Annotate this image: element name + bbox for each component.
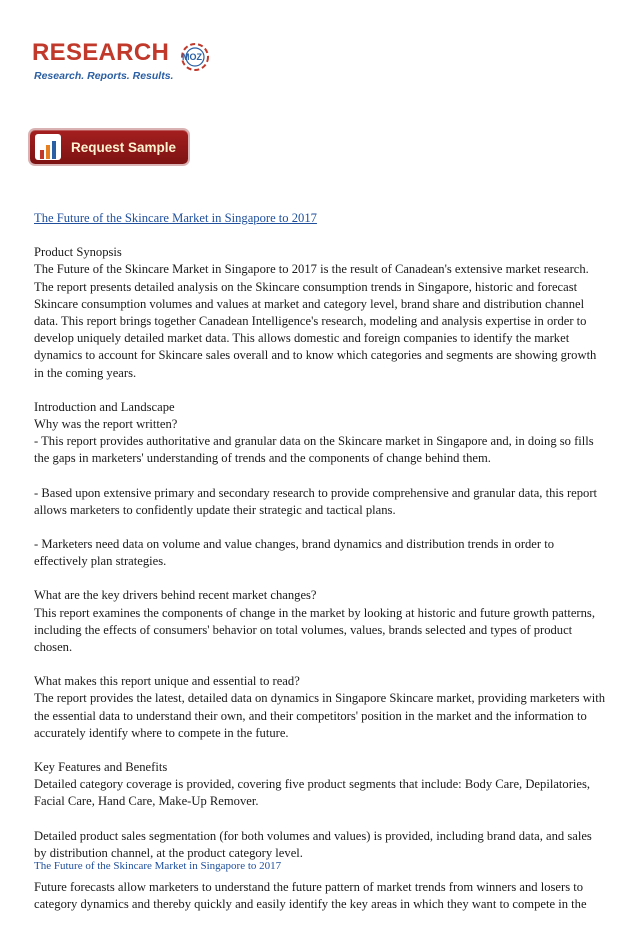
footer-title-link[interactable]: The Future of the Skincare Market in Singapore to 2017 [34,860,282,872]
paragraph-block [34,485,606,519]
paragraph-block [34,587,606,656]
logo-wordmark: RESEARCH [32,39,170,66]
paragraph-line: Introduction and Landscape [34,399,175,414]
paragraph-line: Detailed category coverage is provided, covering five product segments that include: Body Care, Depilatories, Facial Care, Hand Care, Make-Up Remover. [34,777,591,809]
paragraph-block [34,879,606,913]
logo-tagline: Research. Reports. Results. [34,70,174,82]
paragraph-line: - Marketers need data on volume and value changes, brand dynamics and distribution trends in order to effectively plan strategies. [34,537,555,569]
researchmoz-logo[interactable] [32,40,202,86]
paragraph-line: Detailed product sales segmentation (for both volumes and values) is provided, including brand data, and sales by distribution channel, at the product category level. [34,828,592,860]
paragraph-block [34,244,606,382]
paragraph-line: The Future of the Skincare Market in Singapore to 2017 is the result of Canadean's extensive market research. The report presents detailed analysis on the Skincare consumption trends in Singapore, historic and forecast Skincare consumption volumes and values at market and category level, brand share and distribution channel data. This report brings together Canadean Intelligence's research, modeling and analysis expertise in order to develop uniquely detailed market data. This allows domestic and foreign companies to identify the market dynamics to account for Skincare sales overall and to know which categories and segments are showing growth in the coming years. [34,262,597,380]
paragraph-line: Why was the report written? [34,417,178,432]
paragraph-line: Future forecasts allow marketers to understand the future pattern of market trends from winners and losers to category dynamics and thereby quickly and easily identify the key areas in which they want to compete in the [34,880,587,912]
report-title-link[interactable]: The Future of the Skincare Market in Singapore to 2017 [34,211,317,225]
bar-chart-icon [35,134,61,160]
paragraph-line: Product Synopsis [34,245,122,260]
paragraph-line: - This report provides authoritative and granular data on the Skincare market in Singapore and, in doing so fills the gaps in marketers' understanding of trends and the components of change behind them. [34,434,594,466]
paragraph-block [34,828,606,862]
paragraph-line: What are the key drivers behind recent market changes? [34,588,317,603]
report-content [34,210,606,931]
request-sample-label: Request Sample [71,139,177,155]
paragraph-line: This report examines the components of change in the market by looking at historic and future growth patterns, including the effects of consumers' behavior on total volumes, values, brands selected and types of product chosen. [34,605,595,655]
paragraph-block [34,536,606,570]
paragraph-line: What makes this report unique and essential to read? [34,674,300,689]
paragraph-line: The report provides the latest, detailed data on dynamics in Singapore Skincare market, providing marketers with the essential data to understand their own, and their competitors' position in the market and the information to accurately identify where to compete in the future. [34,691,606,740]
paragraph-block [34,673,606,742]
logo-badge-text: MOZ [182,52,202,62]
request-sample-button[interactable] [30,130,188,164]
paragraph-line: - Based upon extensive primary and secondary research to provide comprehensive and granular data, this report allows marketers to confidently update their strategic and tactical plans. [34,485,598,517]
paragraph-line: Key Features and Benefits [34,760,168,775]
paragraph-block [34,759,606,811]
paragraph-block [34,399,606,468]
report-body [34,244,606,913]
